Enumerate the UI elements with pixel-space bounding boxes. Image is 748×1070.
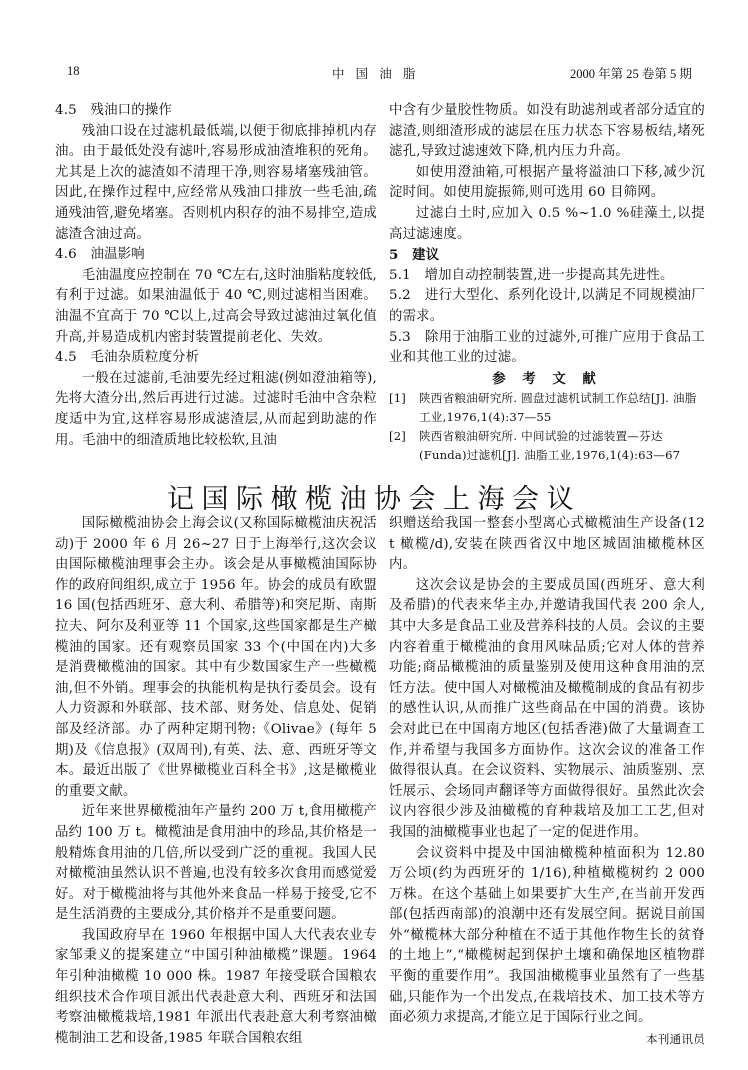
reference-item — [389, 389, 705, 427]
recommendation-5-1: 5.1 增加自动控制装置,进一步提高其先进性。 — [389, 267, 674, 283]
paragraph: 一般在过滤前,毛油要先经过粗滤(例如澄油箱等),先将大渣分出,然后再进行过滤。过滤时毛油中含杂粒度适中为宜,这样容易形成滤渣层,从而起到助滤的作用。毛油中的细渣质地比较松软,且油 — [55, 370, 377, 448]
paragraph: 如使用澄油箱,可根据产量将溢油口下移,减少沉淀时间。如使用旋振筛,则可选用 60 目筛网。 — [389, 164, 705, 201]
byline: 本刊通讯员 — [646, 1031, 705, 1046]
section-heading-4-5b: 4.5 毛油杂质粒度分析 — [55, 350, 200, 366]
section-heading-4-6: 4.6 油温影响 — [55, 247, 145, 263]
article2-left-column — [55, 514, 377, 1049]
reference-number: [1] — [389, 391, 407, 406]
paragraph-continued: 中含有少量胶性物质。如没有助滤剂或者部分适宜的滤渣,则细渣形成的滤层在压力状态下容易板结,堵死滤孔,导致过滤速效下降,机内压力升高。 — [389, 103, 705, 160]
reference-text: 陕西省粮油研究所. 中间试验的过滤装置—芬达(Funda)过滤机[J]. 油脂工业,1976,1(4):63—67 — [419, 429, 681, 463]
paragraph: 这次会议是协会的主要成员国(西班牙、意大利及希腊)的代表来华主办,并邀请我国代表 200 余人,其中大多是食品工业及营养科技的人员。会议的主要内容着重于橄榄油的食用风味品质;它对人体的营养功能;商品橄榄油的质量鉴别及使用这种食用油的烹饪方法。使中国人对橄榄油及橄榄制成的食品有初步的感性认识,从而推广这些商品在中国的消费。该协会对此已在中国南方地区(包括香港)做了大量调查工作,并希望与我国多方面协作。这次会议的准备工作做得很认真。在会议资料、实物展示、油质鉴别、烹饪展示、会场同声翻译等方面做得很好。虽然此次会议内容很少涉及油橄榄的育种栽培及加工工艺,但对我国的油橄榄事业也起了一定的促进作用。 — [389, 577, 705, 840]
issue-info: 2000 年第 25 卷第 5 期 — [570, 67, 692, 81]
paragraph: 过滤白土时,应加入 0.5 %~1.0 %硅藻土,以提高过滤速度。 — [389, 205, 705, 242]
paragraph: 国际橄榄油协会上海会议(又称国际橄榄油庆祝活动)于 2000 年 6 月 26~27 日于上海举行,这次会议由国际橄榄油理事会主办。该会是从事橄榄油国际协作的政府间组织,成立于 1956 年。协会的成员有欧盟 16 国(包括西班牙、意大利、希腊等)和突尼斯、南斯拉夫、阿尔及利亚等 11 个国家,这些国家都是生产橄榄油的国家。还有观察员国家 33 个(中国在内)大多是消费橄榄油的国家。其中有少数国家生产一些橄榄油,但不外销。理事会的执能机构是执行委员会。设有人力资源和外联部、技术部、财务处、信息处、促销部及经济部。办了两种定期刊物:《Olivae》(每年 5 期)及《信息报》(双周刊),有英、法、意、西班牙等文本。最近出版了《世界橄榄业百科全书》,这是橄榄业的重要文献。 — [55, 516, 377, 799]
paragraph-continued: 织赠送给我国一整套小型离心式橄榄油生产设备(12 t 橄榄/d),安装在陕西省汉中地区城固油橄榄林区内。 — [389, 516, 705, 573]
journal-name: 中 国 油 脂 — [332, 67, 420, 81]
article-title: 记国际橄榄油协会上海会议 — [167, 484, 581, 515]
article1-left-column — [55, 101, 377, 451]
paragraph-text: 会议资料中提及中国油橄榄种植面积为 12.80 万公顷(约为西班牙的 1/16),种植橄榄树约 2 000 万株。在这个基础上如果要扩大生产,在当前开发西部(包括西南部)的浪潮中还有发展空间。据说目前国外“橄榄林大部分种植在不适于其他作物生长的贫脊的土地上”,“橄榄树起到保护土壤和确保地区植物群平衡的重要作用”。我国油橄榄事业虽然有了一些基础,只能作为一个出发点,在栽培技术、加工技术等方面必须力求提高,才能立足于国际行业之间。 — [389, 845, 705, 1026]
recommendation-5-2: 5.2 进行大型化、系列化设计,以满足不同规模油厂的需求。 — [389, 288, 705, 324]
paragraph — [389, 844, 705, 1046]
paragraph: 我国政府早在 1960 年根据中国人大代表农业专家邹秉义的提案建立“中国引种油橄榄”课题。1964 年引种油橄榄 10 000 株。1987 年接受联合国粮农组织技术合作项目派出代表赴意大利、西班牙和法国考察油橄榄栽培,1981 年派出代表赴意大利考察油橄榄制油工艺和设备,1985 年联合国粮农组 — [55, 927, 377, 1046]
section-heading-5: 5 建议 — [389, 247, 440, 264]
reference-text: 陕西省粮油研究所. 圆盘过滤机试制工作总结[J]. 油脂工业,1976,1(4):37—55 — [419, 391, 697, 425]
paragraph: 残油口设在过滤机最低端,以便于彻底排掉机内存油。由于最低处没有滤叶,容易形成油渣堆积的死角。尤其是上次的滤渣如不清理干净,则容易堵塞残油管。因此,在操作过程中,应经常从残油口排放一些毛油,疏通残油管,避免堵塞。否则机内积存的油不易排空,造成滤渣含油过高。 — [55, 123, 377, 242]
paragraph: 毛油温度应控制在 70 ℃左右,这时油脂粘度较低,有利于过滤。如果油温低于 40 ℃,则过滤相当困难。油温不宜高于 70 ℃以上,过高会导致过滤油过氧化值升高,并易造成机内密封装置提前老化、失效。 — [55, 267, 377, 345]
article1-right-column — [389, 101, 705, 465]
article2-right-column — [389, 514, 705, 1049]
reference-item — [389, 427, 705, 465]
references-heading: 参 考 文 献 — [492, 370, 602, 387]
reference-number: [2] — [389, 429, 407, 444]
section-heading-4-5: 4.5 残油口的操作 — [55, 103, 173, 118]
page-number: 18 — [67, 64, 80, 78]
paragraph: 近年来世界橄榄油年产量约 200 万 t,食用橄榄产品约 100 万 t。橄榄油是食用油中的珍品,其价格是一般精炼食用油的几倍,所以受到广泛的重视。我国人民对橄榄油虽然认识不普遍,也没有较多次食用而感觉爱好。对于橄榄油将与其他外来食品一样易于接受,它不是生活消费的主要成分,其价格并不是重要问题。 — [55, 804, 377, 923]
recommendation-5-3: 5.3 除用于油脂工业的过滤外,可推广应用于食品工业和其他工业的过滤。 — [389, 329, 705, 366]
